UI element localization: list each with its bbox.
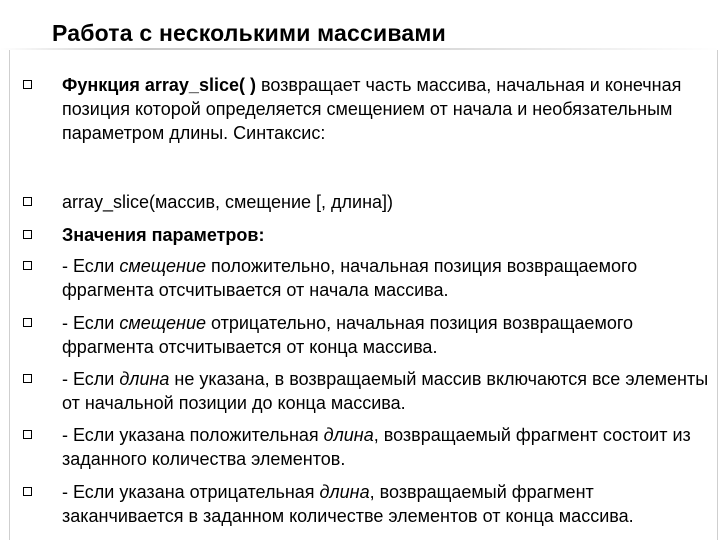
item-bold-text: Значения параметров: xyxy=(62,225,265,245)
item-italic-term: длина xyxy=(323,425,374,445)
square-bullet-icon xyxy=(23,374,32,383)
item-italic-term: смещение xyxy=(119,256,206,276)
slide-title: Работа с несколькими массивами xyxy=(52,20,446,46)
item-text-pre: - Если указана положительная xyxy=(62,425,324,445)
bullet-item-5 xyxy=(62,311,714,359)
bullet-item-6 xyxy=(62,367,714,415)
square-bullet-icon xyxy=(23,487,32,496)
item-text-pre: - Если xyxy=(62,256,120,276)
item-text-post: положительно, начальная позиция возвращаемого фрагмента отсчитывается от начала массива. xyxy=(62,256,638,300)
item-text-pre: - Если xyxy=(62,369,120,389)
item-text-post: отрицательно, начальная позиция возвращаемого фрагмента отсчитывается от конца массива. xyxy=(62,313,634,357)
right-frame-line xyxy=(717,50,718,540)
square-bullet-icon xyxy=(23,80,32,89)
item-bold-text: Функция array_slice( ) xyxy=(62,75,256,95)
square-bullet-icon xyxy=(23,197,32,206)
title-divider xyxy=(0,48,720,50)
square-bullet-icon xyxy=(23,230,32,239)
left-frame-line xyxy=(9,50,10,540)
item-text-pre: - Если указана отрицательная xyxy=(62,482,320,502)
square-bullet-icon xyxy=(23,430,32,439)
square-bullet-icon xyxy=(23,261,32,270)
item-text: возвращает часть массива, начальная и конечная позиция которой определяется смещением от начала и необязательным параметром длины. Синтаксис: xyxy=(62,75,682,143)
item-text-post: , возвращаемый фрагмент состоит из заданного количества элементов. xyxy=(62,425,691,469)
item-text-post: не указана, в возвращаемый массив включаются все элементы от начальной позиции до конца массива. xyxy=(62,369,709,413)
item-text-post: , возвращаемый фрагмент заканчивается в заданном количестве элементов от конца массива. xyxy=(62,482,634,526)
square-bullet-icon xyxy=(23,318,32,327)
bullet-item-2 xyxy=(62,190,714,214)
bullet-item-8 xyxy=(62,480,714,528)
item-italic-term: длина xyxy=(319,482,370,502)
item-italic-term: смещение xyxy=(119,313,206,333)
bullet-item-3 xyxy=(62,223,714,247)
bullet-item-4 xyxy=(62,254,714,302)
bullet-item-7 xyxy=(62,423,714,471)
item-text: array_slice(массив, смещение [, длина]) xyxy=(62,192,394,212)
item-text-pre: - Если xyxy=(62,313,120,333)
bullet-item-1 xyxy=(62,73,714,145)
item-italic-term: длина xyxy=(119,369,170,389)
